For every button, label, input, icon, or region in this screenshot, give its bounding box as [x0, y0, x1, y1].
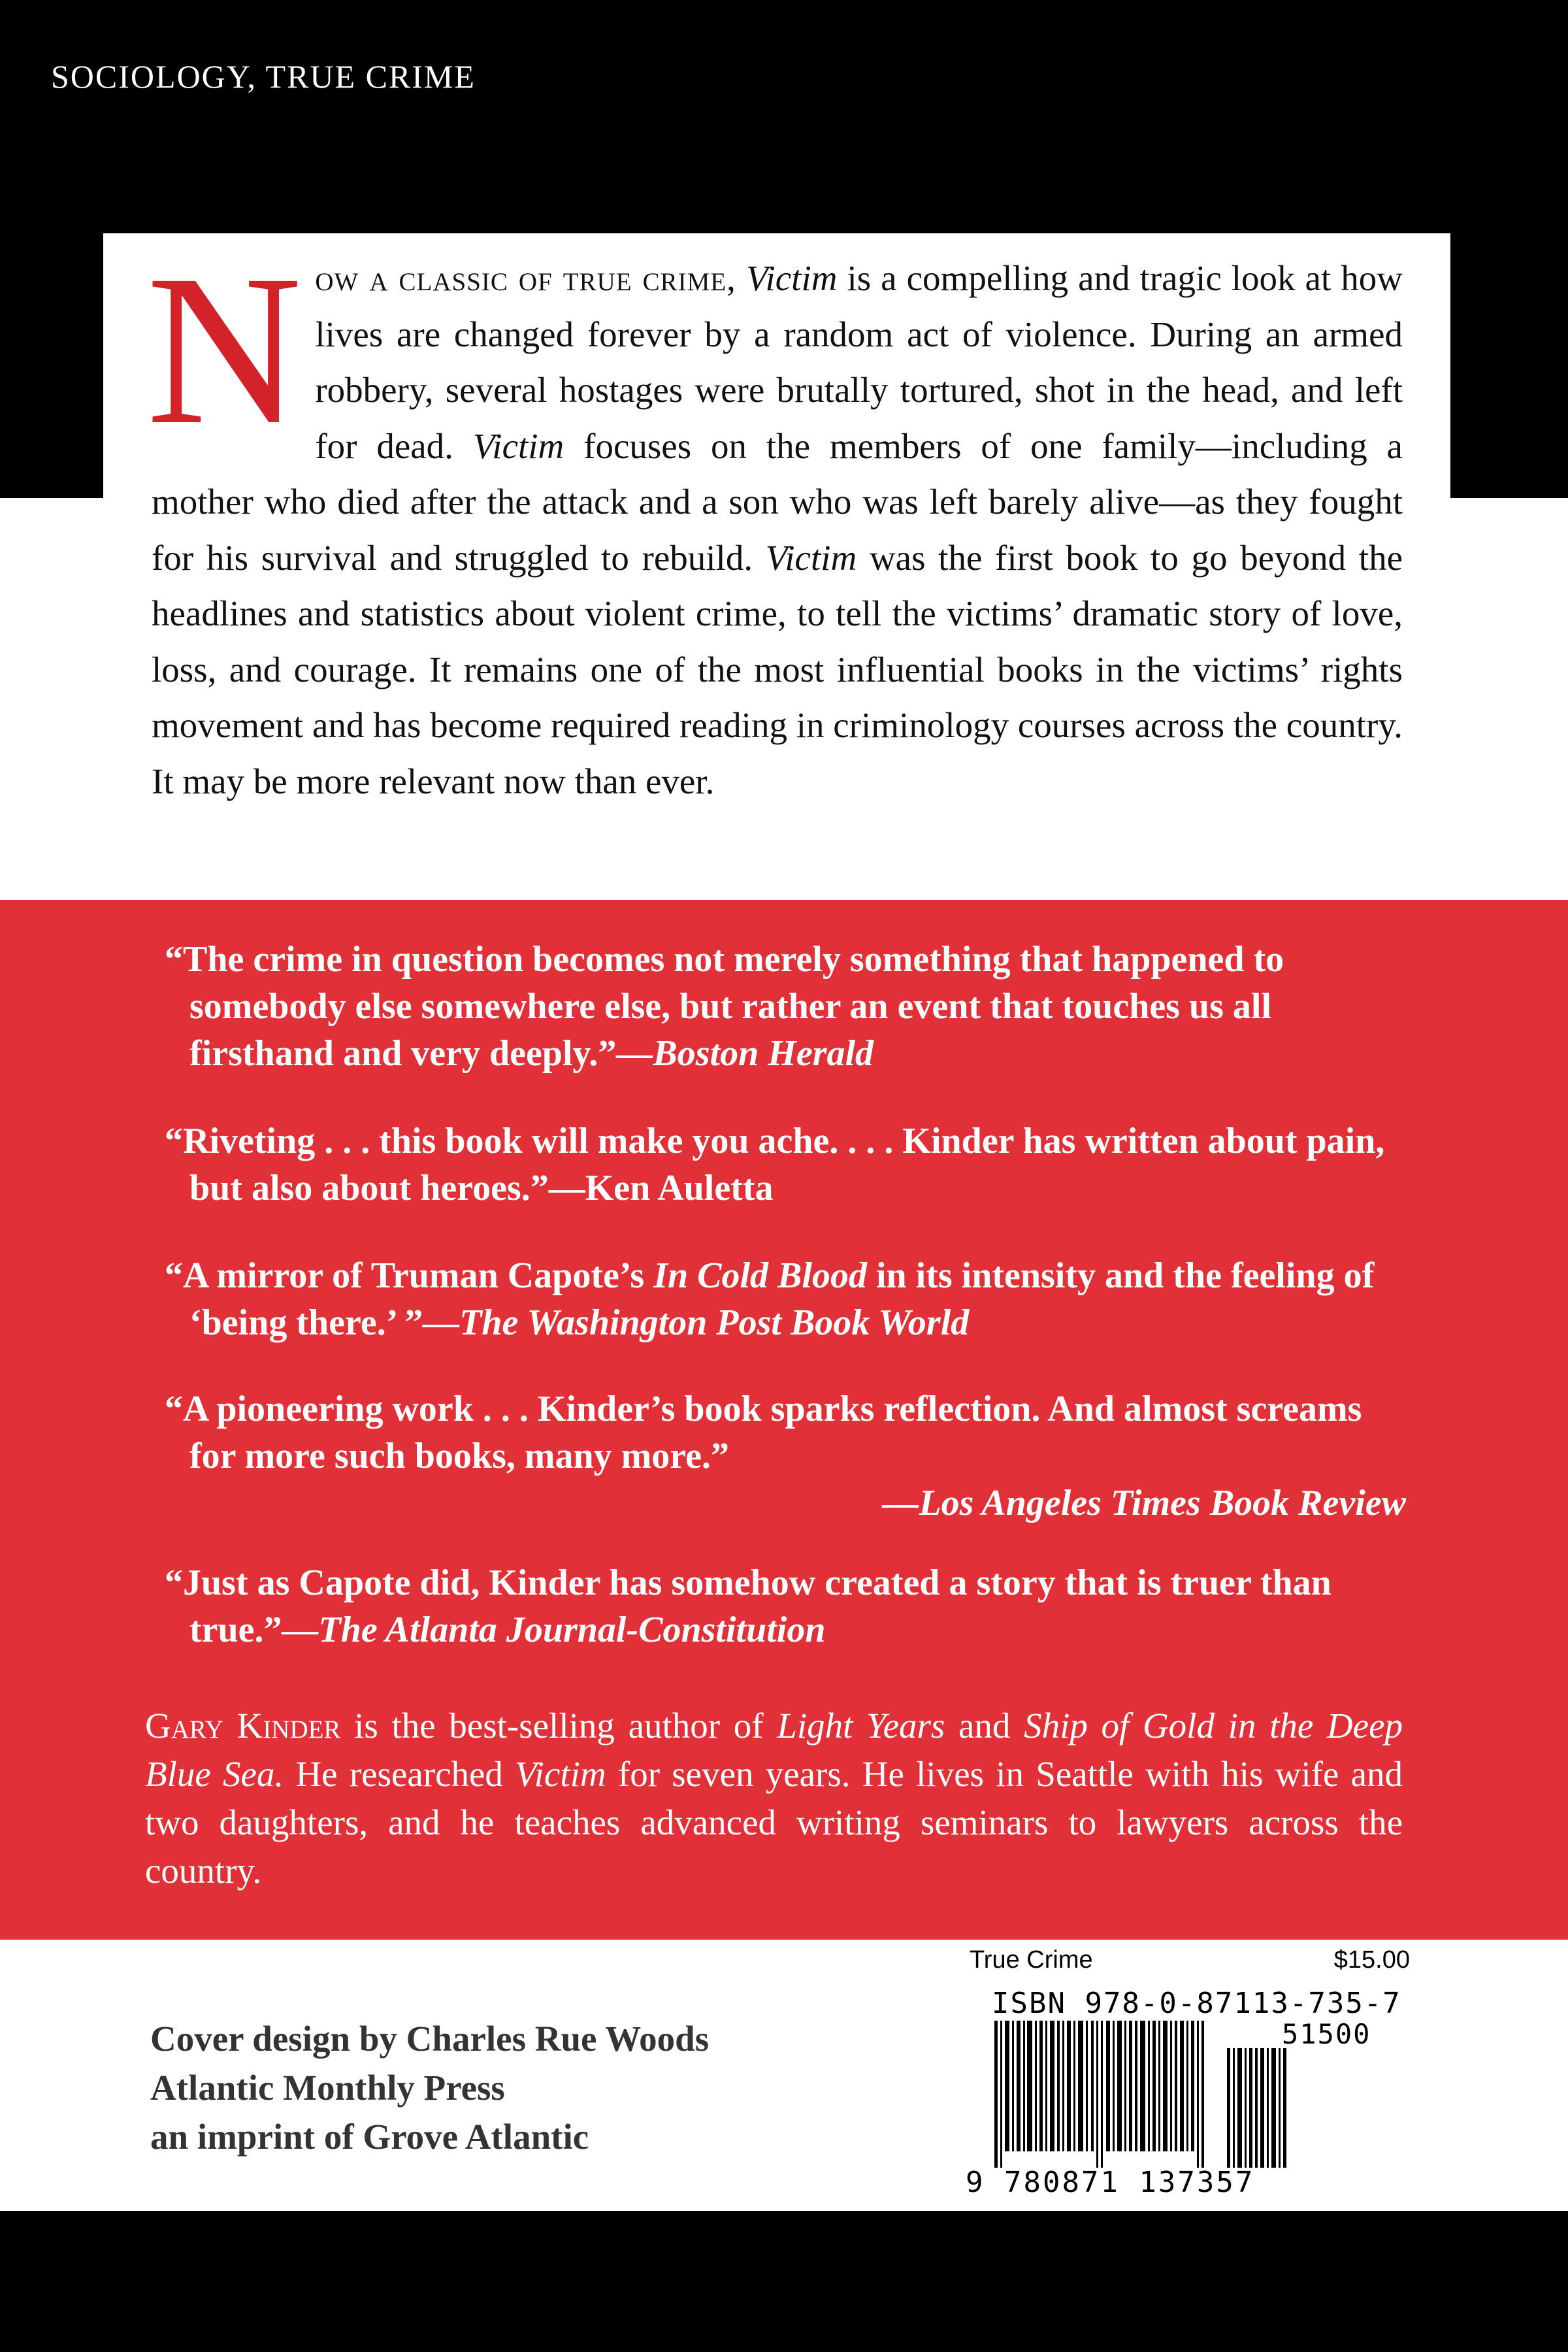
isbn-label: ISBN 978-0-87113-735-7: [992, 1987, 1401, 2020]
quote-text: “Just as Capote did, Kinder has somehow created a story that is truer than true.”: [165, 1563, 1331, 1650]
bio-text: is the best-selling author of: [340, 1706, 777, 1746]
barcode-digits: 9 780871 137357: [966, 2166, 1255, 2199]
category-label: SOCIOLOGY, TRUE CRIME: [51, 58, 476, 95]
bio-text: He researched: [284, 1754, 515, 1794]
review-quote: [165, 1252, 1406, 1346]
blurb-title-3: Victim: [765, 537, 857, 578]
quote-text: “Riveting . . . this book will make you ache. . . . Kinder has written about pain, but also about heroes.”: [165, 1121, 1385, 1208]
blurb-text: [146, 231, 1403, 809]
barcode-price: $15.00: [1333, 1946, 1410, 1974]
imprint-name: an imprint of Grove Atlantic: [150, 2117, 589, 2157]
barcode-genre: True Crime: [970, 1946, 1093, 1974]
blurb-text-2: focuses on the members of one family—including a mother who died after the attack and a son who was left barely alive—as they fought for his survival and struggled to rebuild.: [152, 425, 1403, 578]
bottom-black-band: [0, 2211, 1568, 2352]
bio-book-title: Ship of Gold in the Deep Blue Sea.: [145, 1706, 1403, 1794]
quote-text: in its intensity and the feeling of ‘being there.’ ”: [189, 1255, 1375, 1343]
publisher-credits: [150, 2014, 709, 2161]
quote-source: —Los Angeles Times Book Review: [882, 1483, 1406, 1523]
bio-text: for seven years. He lives in Seattle with his wife and two daughters, and he teaches advanced writing seminars to lawyers across the country.: [145, 1754, 1403, 1891]
review-quote: [165, 1385, 1406, 1527]
quote-text: “A pioneering work . . . Kinder’s book sparks reflection. And almost screams for more such books, many more.”: [165, 1389, 1362, 1476]
bio-text: and: [945, 1706, 1024, 1746]
blurb-lead: ow a classic of true crime,: [315, 258, 736, 298]
barcode-area: [966, 1941, 1410, 2209]
quote-source: —Ken Auletta: [548, 1168, 774, 1208]
quote-source: —Boston Herald: [616, 1033, 874, 1074]
barcode-addon-digits: 51500: [1282, 2018, 1371, 2050]
dropcap: N: [146, 231, 302, 469]
review-quote: [165, 1559, 1406, 1653]
blurb-text-1: is a compelling and tragic look at how lives are changed forever by a random act of violence. During an armed robbery, several hostages were brutally tortured, shot in the head, and left for dead.: [315, 258, 1403, 466]
publisher-name: Atlantic Monthly Press: [150, 2068, 505, 2108]
author-bio: [145, 1702, 1403, 1895]
cover-design-credit: Cover design by Charles Rue Woods: [150, 2019, 710, 2059]
author-name: Gary Kinder: [145, 1706, 341, 1746]
bio-book-title: Victim: [515, 1754, 606, 1794]
quote-book-title: In Cold Blood: [653, 1255, 867, 1296]
blurb-title: Victim: [745, 258, 838, 298]
review-quote: [165, 936, 1406, 1077]
blurb-title-2: Victim: [472, 425, 564, 466]
quote-text: “The crime in question becomes not merely something that happened to somebody else somewhere else, but rather an event that touches us all firsthand and very deeply.”: [165, 939, 1284, 1074]
quote-source: —The Washington Post Book World: [423, 1302, 970, 1343]
quote-text: “A mirror of Truman Capote’s: [165, 1255, 654, 1296]
quote-source: —The Atlanta Journal-Constitution: [282, 1610, 826, 1650]
bio-book-title: Light Years: [777, 1706, 945, 1746]
blurb-text-3: was the first book to go beyond the headlines and statistics about violent crime, to tell the victims’ dramatic story of love, loss, and courage. It remains one of the most influential books in the victims’ rights movement and has become required reading in criminology courses across the country. It may be more relevant now than ever.: [152, 537, 1403, 801]
review-quote: [165, 1118, 1406, 1212]
